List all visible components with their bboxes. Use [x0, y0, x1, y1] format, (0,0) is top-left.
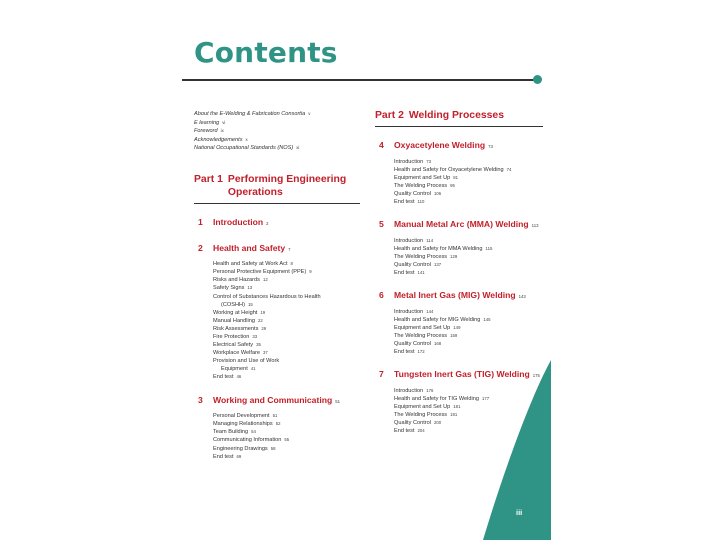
- page-ref: 159: [450, 333, 458, 339]
- section-list: [213, 260, 360, 381]
- chapter-number: 7: [379, 369, 384, 380]
- page-ref: v: [308, 111, 311, 116]
- chapter-title-block: [213, 217, 269, 230]
- page-ref: 129: [450, 253, 458, 259]
- page-ref: 73: [426, 158, 432, 164]
- page-ref: 106: [434, 190, 442, 196]
- section-label: Health and Safety at Work Act: [213, 261, 288, 268]
- chapter-number: 1: [198, 216, 203, 227]
- chapter-number: 3: [198, 394, 203, 405]
- section-label: Equipment and Set Up: [394, 325, 451, 331]
- section-label: Communicating Information: [213, 437, 282, 444]
- section-label: Equipment and Set Up: [394, 404, 451, 411]
- section-entry: [394, 198, 543, 206]
- front-matter-list: [194, 110, 360, 153]
- contents-page: [170, 0, 551, 540]
- chapter-title: Metal Inert Gas (MIG) Welding: [394, 290, 516, 301]
- chapter-heading: [194, 217, 360, 230]
- chapter-number: 6: [379, 290, 384, 301]
- section-entry: [213, 301, 360, 309]
- part-1-title: Performing Engineering Operations: [227, 173, 347, 198]
- page-ref: 58: [270, 445, 276, 451]
- page-ref: 114: [426, 237, 434, 243]
- section-label: The Welding Process: [394, 182, 448, 189]
- chapter-title: Introduction: [213, 216, 264, 227]
- section-label: Personal Protective Equipment (PPE): [213, 269, 307, 276]
- page-ref: 144: [426, 308, 434, 314]
- part-2-heading: [375, 109, 543, 127]
- chapter-title: Tungsten Inert Gas (TIG) Welding: [394, 369, 530, 380]
- page-ref: 168: [434, 341, 442, 347]
- chapter-title: Working and Communicating: [213, 394, 333, 405]
- front-matter-label: Acknowledgements: [194, 136, 243, 143]
- section-entry: [394, 237, 543, 245]
- page-ref: 35: [256, 342, 261, 348]
- page-ref: 175: [532, 373, 540, 379]
- front-matter-label: E learning: [194, 119, 220, 126]
- front-matter-item: [194, 110, 360, 119]
- page-ref: 149: [453, 325, 461, 330]
- section-entry: [394, 166, 543, 174]
- page-ref: 181: [453, 404, 461, 410]
- page-ref: 95: [450, 182, 455, 188]
- front-matter-item: [194, 119, 360, 128]
- section-label: End test: [394, 428, 415, 435]
- section-label: Health and Safety for MIG Welding: [394, 316, 481, 323]
- chapter-6: [375, 290, 543, 356]
- title-dot: [533, 75, 542, 84]
- section-label: Introduction: [394, 308, 424, 315]
- front-matter-label: Foreword: [194, 128, 218, 135]
- page-ref: 2: [266, 220, 269, 226]
- page-ref: 110: [417, 199, 425, 205]
- section-entry: [213, 276, 360, 284]
- chapter-heading: [194, 395, 360, 408]
- page-ref: 113: [531, 223, 539, 229]
- section-label: Risk Assessments: [213, 325, 259, 332]
- chapter-2: [194, 243, 360, 382]
- page-ref: 73: [488, 144, 493, 149]
- section-label: Equipment and Set Up: [394, 174, 451, 181]
- section-entry: [394, 174, 543, 182]
- section-label: Quality Control: [394, 262, 431, 269]
- section-list: [394, 158, 543, 207]
- section-label: Personal Development: [213, 413, 270, 420]
- page-ref: 41: [250, 366, 256, 372]
- section-label: Control of Substances Hazardous to Health: [213, 293, 321, 300]
- part-1-chapters: [194, 217, 360, 461]
- section-label: The Welding Process: [394, 253, 448, 260]
- chapter-heading: [375, 219, 543, 232]
- page-ref: vi: [222, 119, 226, 125]
- page-ref: 204: [417, 428, 425, 434]
- front-matter-item: [194, 144, 360, 153]
- page-ref: ix: [220, 128, 224, 134]
- part-2-title: Welding Processes: [408, 110, 504, 121]
- front-matter-item: [194, 127, 360, 136]
- page-ref: xi: [296, 145, 300, 151]
- section-label: Quality Control: [394, 420, 431, 427]
- chapter-title-block: [394, 290, 526, 303]
- page-ref: 51: [335, 398, 340, 404]
- chapter-title: Oxyacetylene Welding: [394, 140, 486, 150]
- section-label: Quality Control: [394, 341, 431, 348]
- section-entry: [394, 308, 543, 316]
- section-entry: [213, 293, 360, 301]
- section-label: Safety Signs: [213, 285, 245, 292]
- left-column: [194, 110, 360, 461]
- section-label: Health and Safety for Oxyacetylene Welding: [394, 166, 504, 173]
- chapter-heading: [375, 140, 543, 153]
- page-ref: 177: [482, 396, 490, 402]
- chapter-heading: [375, 290, 543, 303]
- section-label: Introduction: [394, 237, 424, 244]
- page-title: Contents: [194, 36, 338, 69]
- page-ref: 29: [261, 325, 267, 331]
- part-1-heading: [194, 173, 360, 204]
- section-list: [213, 412, 360, 461]
- chapter-title-block: [394, 140, 493, 153]
- section-entry: [213, 268, 360, 276]
- page-number: iii: [516, 508, 523, 517]
- title-rule: [182, 79, 538, 81]
- chapter-number: 4: [379, 140, 384, 150]
- section-label: Working at Height: [213, 309, 258, 316]
- section-entry: [213, 333, 360, 341]
- section-entry: [394, 261, 543, 269]
- section-entry: [213, 341, 360, 349]
- section-entry: [213, 453, 360, 461]
- page-ref: 46: [236, 374, 242, 380]
- front-matter-label: National Occupational Standards (NOS): [194, 145, 294, 152]
- chapter-number: 5: [379, 219, 384, 230]
- page-ref: 81: [453, 174, 459, 180]
- page-ref: 13: [247, 285, 253, 291]
- page-ref: 172: [417, 349, 425, 355]
- section-label: End test: [394, 199, 415, 206]
- page-ref: 19: [260, 309, 266, 315]
- section-entry: [213, 317, 360, 325]
- section-label: Introduction: [394, 387, 424, 394]
- section-label: End test: [213, 453, 234, 460]
- part-2-label: Part 2: [375, 110, 404, 121]
- page-ref: 7: [288, 246, 291, 252]
- page-ref: 12: [262, 277, 268, 283]
- page-ref: 74: [506, 166, 512, 172]
- section-label: Health and Safety for MMA Welding: [394, 245, 483, 252]
- section-entry: [213, 309, 360, 317]
- section-entry: [394, 340, 543, 348]
- section-label: The Welding Process: [394, 333, 448, 340]
- page-ref: 15: [247, 301, 253, 307]
- section-entry: [213, 357, 360, 365]
- section-label: Electrical Safety: [213, 342, 254, 349]
- page-ref: x: [245, 136, 248, 142]
- section-entry: [394, 182, 543, 190]
- section-label: Managing Relationships: [213, 421, 273, 428]
- section-label: (COSHH): [221, 301, 245, 308]
- section-entry: [394, 316, 543, 324]
- part-1-label: Part 1: [194, 173, 223, 185]
- section-entry: [213, 260, 360, 268]
- chapter-3: [194, 395, 360, 461]
- chapter-title-block: [213, 243, 291, 256]
- section-list: [394, 237, 543, 277]
- page-ref: 55: [284, 437, 290, 443]
- section-label: End test: [394, 270, 415, 277]
- section-entry: [213, 349, 360, 357]
- page-ref: 137: [434, 262, 442, 268]
- section-entry: [213, 412, 360, 420]
- page-ref: 143: [518, 294, 526, 300]
- page-ref: 51: [272, 413, 278, 419]
- page-ref: 33: [252, 334, 258, 339]
- section-entry: [394, 253, 543, 261]
- page-ref: 115: [485, 245, 493, 251]
- page-ref: 54: [251, 429, 256, 435]
- chapter-number: 2: [198, 242, 203, 253]
- section-entry: [213, 373, 360, 381]
- section-entry: [213, 420, 360, 428]
- page-ref: 22: [257, 317, 263, 323]
- section-label: The Welding Process: [394, 412, 448, 419]
- chapter-1: [194, 217, 360, 230]
- chapter-title-block: [213, 395, 340, 408]
- page-ref: 9: [309, 269, 312, 275]
- page-ref: 145: [483, 316, 491, 322]
- section-entry: [213, 428, 360, 436]
- section-entry: [394, 190, 543, 198]
- section-entry: [213, 365, 360, 373]
- section-entry: [394, 269, 543, 277]
- section-entry: [213, 436, 360, 444]
- chapter-5: [375, 219, 543, 277]
- section-label: Introduction: [394, 158, 424, 165]
- section-label: Equipment: [221, 366, 248, 373]
- section-label: Risks and Hazards: [213, 277, 260, 284]
- page-ref: 141: [417, 270, 425, 276]
- section-entry: [394, 348, 543, 356]
- section-entry: [213, 325, 360, 333]
- chapter-title-block: [394, 219, 539, 232]
- section-entry: [394, 324, 543, 332]
- page-ref: 176: [426, 387, 434, 393]
- chapter-4: [375, 140, 543, 206]
- section-label: Team Building: [213, 429, 249, 436]
- section-entry: [394, 158, 543, 166]
- chapter-heading: [194, 243, 360, 256]
- page-ref: 52: [275, 421, 281, 427]
- section-label: Engineering Drawings: [213, 445, 268, 452]
- page-ref: 69: [236, 453, 242, 459]
- page-ref: 8: [290, 261, 293, 267]
- section-label: Health and Safety for TIG Welding: [394, 396, 479, 403]
- page-ref: 191: [450, 412, 458, 418]
- section-label: End test: [394, 349, 415, 356]
- section-label: Quality Control: [394, 190, 431, 197]
- section-label: Manual Handling: [213, 317, 255, 324]
- front-matter-label: About the E-Welding & Fabrication Consortia: [194, 111, 306, 117]
- section-entry: [394, 245, 543, 253]
- page-ref: 37: [263, 350, 268, 356]
- section-entry: [394, 332, 543, 340]
- section-entry: [213, 284, 360, 292]
- section-label: Fire Protection: [213, 334, 250, 340]
- front-matter-item: [194, 136, 360, 145]
- section-label: Provision and Use of Work: [213, 358, 280, 365]
- chapter-title: Manual Metal Arc (MMA) Welding: [394, 219, 529, 230]
- section-label: End test: [213, 374, 234, 381]
- section-entry: [213, 445, 360, 453]
- page-ref: 200: [434, 420, 442, 426]
- chapter-title: Health and Safety: [213, 242, 286, 253]
- section-label: Workplace Welfare: [213, 350, 261, 357]
- section-list: [394, 308, 543, 357]
